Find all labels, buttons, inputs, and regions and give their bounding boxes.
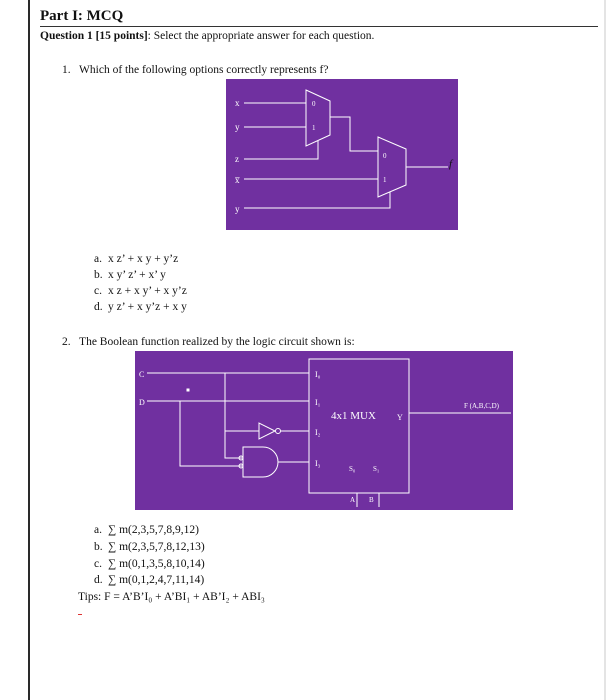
q2-wire (180, 401, 243, 466)
q2-input-c-label: C (139, 370, 145, 379)
question-label: Question 1 [15 points] (40, 30, 148, 42)
q2-select-input-a: A (350, 496, 356, 504)
q1-input-label: z (235, 154, 239, 164)
q2-stem (62, 336, 355, 348)
q1-output-label: f (449, 158, 453, 170)
q2-number: 2. (62, 336, 71, 348)
q2-tips: Tips: F = A’B’I₀ + A’BI₁ + AB’I₂ + ABI₃ (78, 591, 265, 603)
q2-not-gate (259, 423, 275, 439)
q1-mux-circuit-figure (226, 79, 458, 230)
title-rule (40, 26, 598, 27)
part-title: Part I: MCQ (40, 8, 124, 24)
q1-mux1-sel-label: 0 (312, 100, 316, 108)
q1-mux-1 (306, 90, 330, 146)
q2-not-bubble (276, 429, 281, 434)
q2-select-label-s0: S₀ (349, 465, 356, 473)
q1-option-c[interactable]: c. x z + x y’ + x y’z (94, 285, 187, 297)
q2-output-label: F (A,B,C,D) (464, 402, 500, 410)
q1-wire (244, 141, 318, 159)
question-header (40, 30, 374, 42)
q1-mux-2 (378, 137, 406, 197)
q1-input-label: y (235, 122, 240, 132)
q2-circuit-diagram (135, 351, 513, 510)
q2-option-c[interactable]: c. ∑ m(0,1,3,5,8,10,14) (94, 558, 205, 570)
q1-number: 1. (62, 64, 71, 76)
q1-stem (62, 64, 328, 76)
q2-text: The Boolean function realized by the logic circuit shown is: (79, 336, 355, 348)
q2-select-input-b: B (369, 496, 374, 504)
question-instruction: : Select the appropriate answer for each question. (147, 30, 375, 42)
q1-mux2-sel-label: 1 (383, 176, 387, 184)
q2-mux-input-label: I₂ (315, 428, 321, 437)
q2-mux-input-label: I₁ (315, 398, 321, 407)
q1-wire (244, 192, 390, 208)
q1-option-d[interactable]: d. y z’ + x y’z + x y (94, 301, 187, 313)
q1-mux1-sel-label: 1 (312, 124, 316, 132)
q2-mux-input-label: I₃ (315, 459, 321, 468)
q1-wire (330, 117, 378, 151)
q1-input-label: y (235, 204, 240, 214)
q1-input-label: x (235, 98, 240, 108)
q2-and-gate (243, 447, 278, 477)
q2-mux-output-y: Y (397, 413, 403, 422)
q1-text: Which of the following options correctly represents f? (79, 64, 329, 76)
q2-mux-input-label: I₀ (315, 370, 321, 379)
red-mark (78, 614, 82, 615)
q2-select-label-s1: S₁ (373, 465, 380, 473)
q2-mux-title: 4x1 MUX (331, 410, 376, 422)
page-right-border (604, 0, 606, 700)
q2-wire (225, 431, 243, 458)
q1-input-label: x̅ (235, 175, 240, 185)
q1-option-a[interactable]: a. x z’ + x y + y’z (94, 253, 179, 265)
q2-option-a[interactable]: a. ∑ m(2,3,5,7,8,9,12) (94, 524, 199, 536)
q2-mux-box (309, 359, 409, 493)
page-left-border (28, 0, 30, 700)
q1-circuit-diagram (226, 79, 458, 230)
q1-option-b[interactable]: b. x y’ z’ + x’ y (94, 269, 166, 281)
q1-mux2-sel-label: 0 (383, 152, 387, 160)
q2-mux-circuit-figure (135, 351, 513, 510)
q2-input-d-label: D (139, 398, 145, 407)
q2-junction-dot (187, 389, 189, 391)
q2-option-d[interactable]: d. ∑ m(0,1,2,4,7,11,14) (94, 574, 205, 586)
q2-option-b[interactable]: b. ∑ m(2,3,5,7,8,12,13) (94, 541, 205, 553)
q2-wire (225, 373, 259, 431)
